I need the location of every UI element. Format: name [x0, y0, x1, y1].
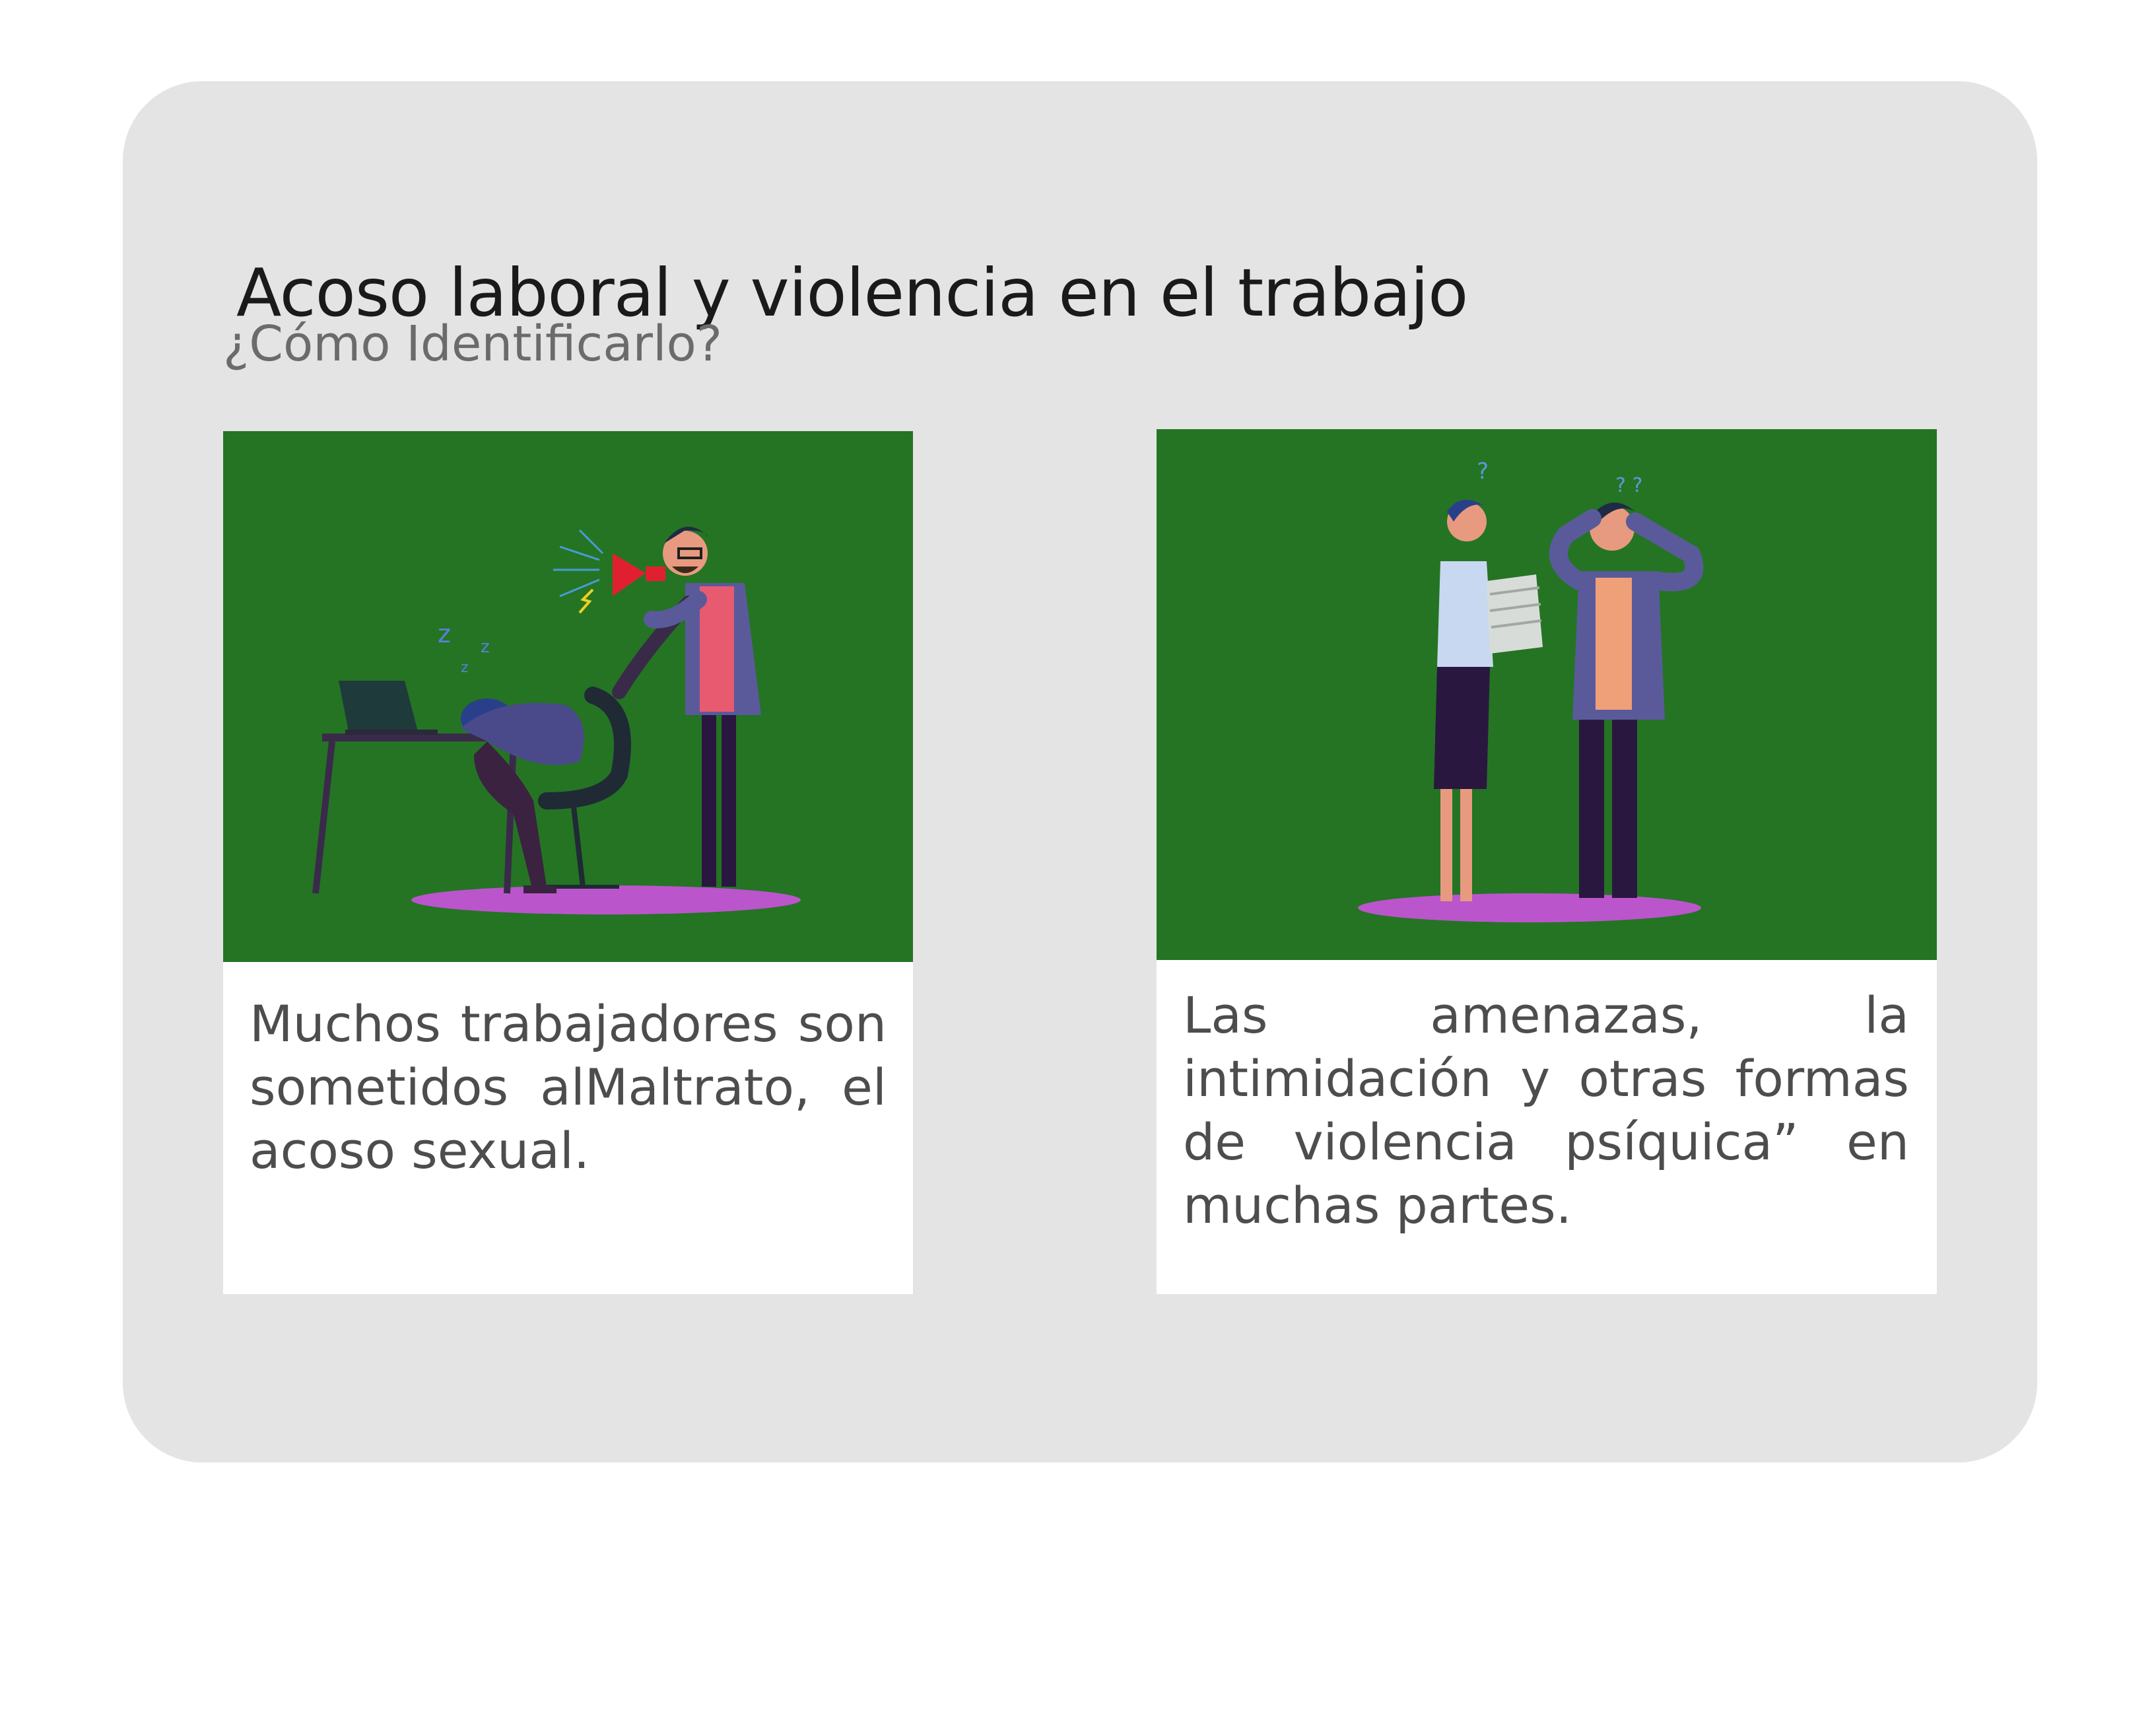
megaphone-scene-image — [223, 431, 913, 962]
floor-shadow — [411, 885, 801, 914]
illustration-stressed-scene — [1157, 429, 1937, 960]
sleep-z-icon: z — [438, 619, 451, 648]
svg-text:z: z — [481, 637, 490, 657]
svg-text:z: z — [461, 660, 469, 676]
sound-waves-icon — [553, 530, 603, 596]
card-text: Las amenazas, la intimidación y otras formas de violencia psíquica” en muchas partes. — [1183, 986, 1909, 1235]
confusion-icon: ? ? — [1615, 474, 1643, 497]
page-title: Acoso laboral y violencia en el trabajo — [236, 254, 1468, 331]
laptop-icon — [339, 681, 418, 732]
card-text: Muchos trabajadores son sometidos alMaltrato, el acoso sexual. — [250, 994, 887, 1180]
page-subtitle: ¿Cómo Identificarlo? — [223, 316, 723, 372]
stressed-scene-image — [1157, 429, 1937, 960]
megaphone-icon — [613, 553, 646, 596]
papers-icon — [1487, 574, 1543, 654]
question-mark-icon: ? — [1477, 458, 1489, 485]
info-card-maltrato — [223, 431, 913, 1294]
floor-shadow — [1358, 893, 1701, 922]
illustration-megaphone-scene — [223, 431, 913, 962]
info-card-amenazas — [1157, 429, 1937, 1294]
